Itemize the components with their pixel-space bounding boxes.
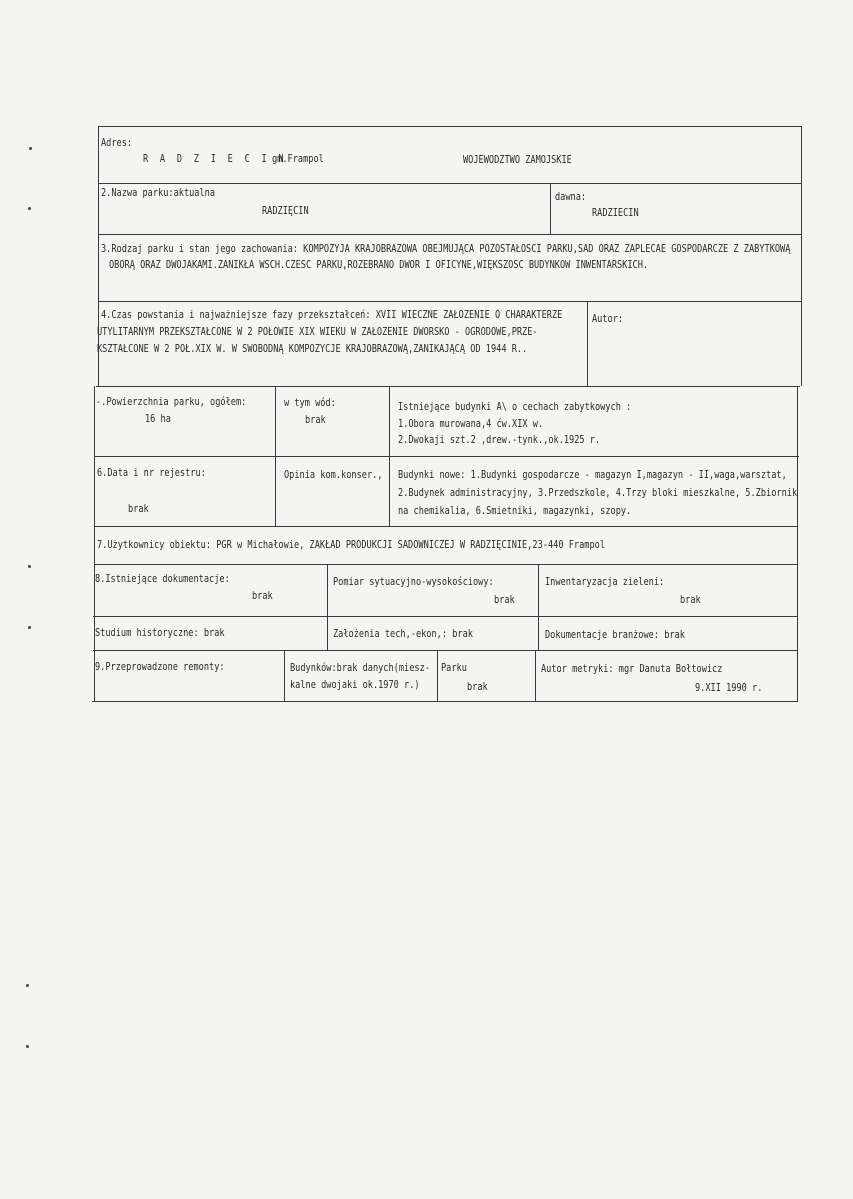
binder-hole-mark <box>26 984 29 987</box>
cell-divider <box>284 650 285 701</box>
row-rule <box>96 386 800 387</box>
voivodeship-value: WOJEWODZTWO ZAMOJSKIE <box>463 154 572 166</box>
right-border <box>801 126 802 386</box>
cell-divider <box>538 564 539 650</box>
locality-value: R A D Z I E C I N <box>143 153 287 165</box>
repairs-buildings-line-1: Budynków:brak danych(miesz- <box>290 662 430 674</box>
park-name-current: RADZIĘCIN <box>262 205 309 217</box>
survey-label: Pomiar sytuacyjno-wysokościowy: <box>333 576 494 588</box>
register-value: brak <box>128 503 149 515</box>
cell-divider <box>327 564 328 650</box>
greenery-inventory-value: brak <box>680 594 701 606</box>
repairs-buildings-line-2: kalne dwojaki ok.1970 r.) <box>290 679 420 691</box>
row-rule <box>93 650 797 651</box>
new-buildings-line-2: 2.Budynek administracyjny, 3.Przedszkole, 4.Trzy bloki mieszkalne, 5.Zbiornik <box>398 487 798 499</box>
cell-divider <box>587 301 588 386</box>
park-name-former-label: dawna: <box>555 191 587 203</box>
binder-hole-mark <box>28 565 31 568</box>
water-value: brak <box>305 414 326 426</box>
commune-value: gm.Frampol <box>272 153 324 165</box>
row-rule <box>94 564 797 565</box>
left-border <box>94 386 95 702</box>
new-buildings-line-1: Budynki nowe: 1.Budynki gospodarcze - magazyn I,magazyn - II,waga,warsztat, <box>398 469 787 481</box>
cell-divider <box>550 183 551 234</box>
users-text: 7.Użytkownicy obiektu: PGR w Michałowie, ZAKŁAD PRODUKCJI SADOWNICZEJ W RADZIĘCINIE,23-440 Frampol <box>97 539 606 551</box>
row-rule <box>93 616 797 617</box>
greenery-inventory-label: Inwentaryzacja zieleni: <box>545 576 665 588</box>
repairs-park-label: Parku <box>441 662 467 674</box>
cell-divider <box>389 386 390 526</box>
historical-study: Studium historyczne: brak <box>95 627 225 639</box>
documentation-label: 8.Istniejące dokumentacje: <box>95 573 230 585</box>
register-label: 6.Data i nr rejestru: <box>97 467 206 479</box>
water-label: w tym wód: <box>284 397 336 409</box>
park-name-former: RADZIECIN <box>592 207 639 219</box>
history-line-2: UTYLITARNYM PRZEKSZTAŁCONE W 2 POŁOWIE XIX WIEKU W ZAŁOZENIE DWORSKO - OGRODOWE,PRZE- <box>97 326 538 338</box>
author-label: Autor: <box>592 313 624 325</box>
survey-value: brak <box>494 594 515 606</box>
history-line-1: 4.Czas powstania i najważniejsze fazy przekształceń: XVII WIECZNE ZAŁOZENIE O CHARAKTERZE <box>101 309 563 321</box>
branch-documentation: Dokumentacje branżowe: brak <box>545 629 685 641</box>
binder-hole-mark <box>26 1045 29 1048</box>
metric-author: Autor metryki: mgr Danuta Bołtowicz <box>541 663 723 675</box>
area-value: 16 ha <box>145 413 171 425</box>
row-rule <box>98 234 802 235</box>
metric-date: 9.XII 1990 r. <box>695 682 763 694</box>
row-rule <box>98 183 802 184</box>
repairs-label: 9.Przeprowadzone remonty: <box>95 661 225 673</box>
historic-buildings-label: Istniejące budynki A\ o cechach zabytkowych : <box>398 401 632 413</box>
repairs-park-value: brak <box>467 681 488 693</box>
documentation-value: brak <box>252 590 273 602</box>
cell-divider <box>437 650 438 701</box>
historic-building-2: 2.Dwokaji szt.2 ,drew.-tynk.,ok.1925 r. <box>398 434 601 446</box>
park-type-line-1: 3.Rodzaj parku i stan jego zachowania: KOMPOZYJA KRAJOBRAZOWA OBEJMUJĄCA POZOSTAŁOSCI PARKU,SAD ORAZ ZAPLECAE GOSPODARCZE Z ZABYTKOWĄ <box>101 243 791 255</box>
address-label: Adres: <box>101 137 133 149</box>
row-rule <box>95 456 799 457</box>
park-type-line-2: OBORĄ ORAZ DWOJAKAMI.ZANIKŁA WSCH.CZESC PARKU,ROZEBRANO DWOR I OFICYNE,WIĘKSZOSC BUDYNKOW INWENTARSKICH. <box>109 259 649 271</box>
tech-econ-assumptions: Założenia tech,-ekon,: brak <box>333 628 473 640</box>
row-rule <box>92 701 797 702</box>
history-line-3: KSZTAŁCONE W 2 POŁ.XIX W. W SWOBODNĄ KOMPOZYCJE KRAJOBRAZOWĄ,ZANIKAJĄCĄ OD 1944 R.. <box>97 343 528 355</box>
historic-building-1: 1.Obora murowana,4 ćw.XIX w. <box>398 418 544 430</box>
binder-hole-mark <box>28 207 31 210</box>
park-name-label: 2.Nazwa parku:aktualna <box>101 187 216 199</box>
row-rule <box>98 301 802 302</box>
row-rule <box>98 126 802 127</box>
right-border <box>797 386 798 702</box>
new-buildings-line-3: na chemikalia, 6.Smietniki, magazynki, szopy. <box>398 505 632 517</box>
binder-hole-mark <box>29 147 32 150</box>
area-label: -.Powierzchnia parku, ogółem: <box>96 396 247 408</box>
row-rule <box>95 526 797 527</box>
conservator-opinion-label: Opinia kom.konser., <box>284 469 383 481</box>
cell-divider <box>535 650 536 701</box>
binder-hole-mark <box>28 626 31 629</box>
cell-divider <box>275 386 276 526</box>
